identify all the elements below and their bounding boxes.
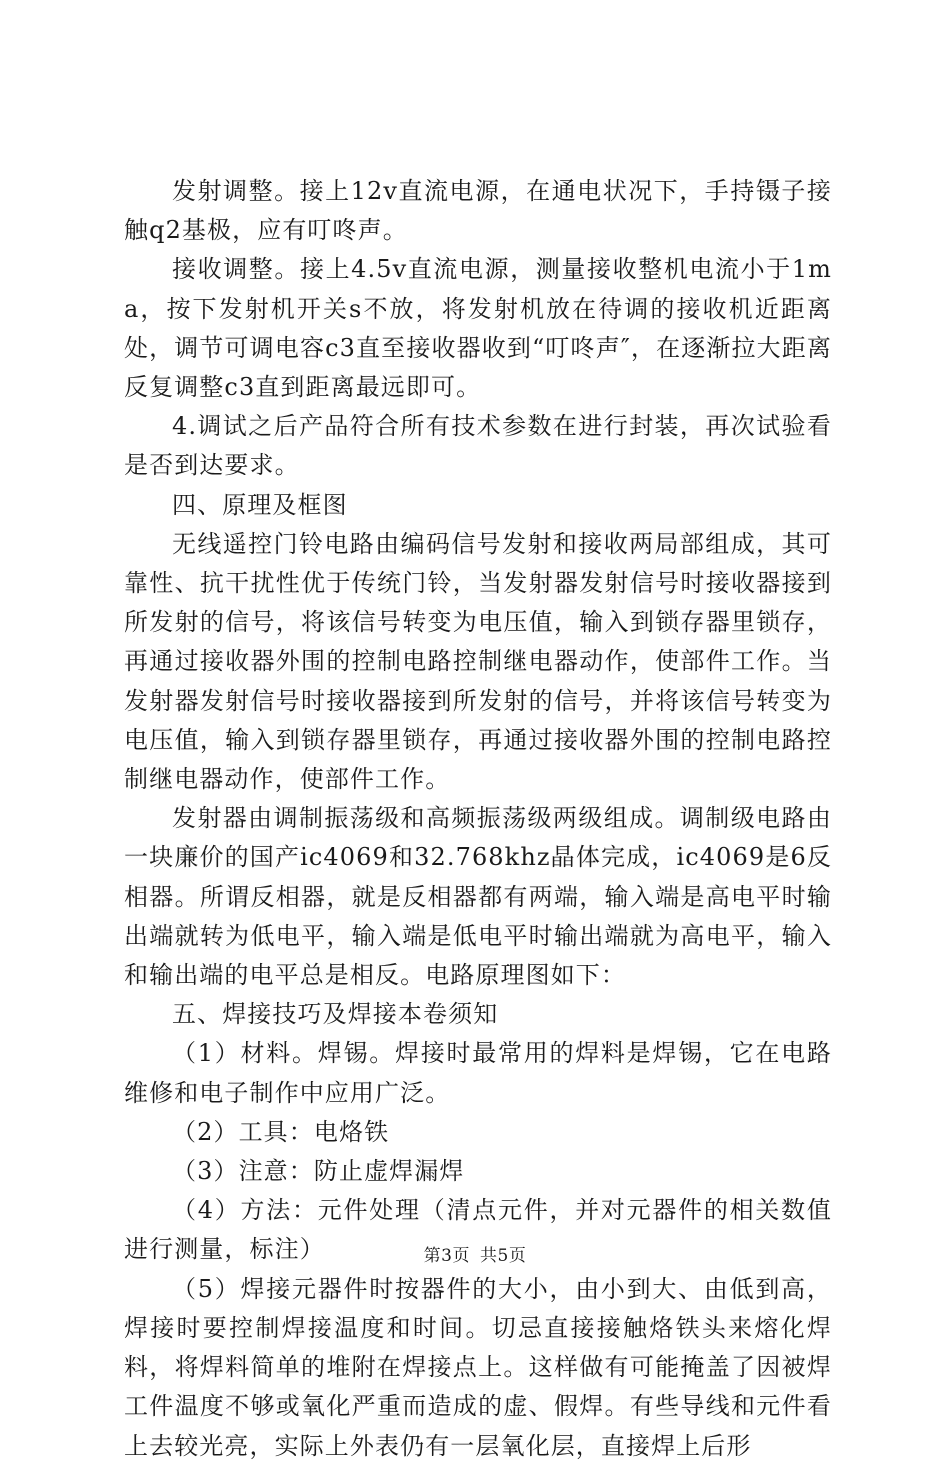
page-footer	[0, 1244, 950, 1268]
section-heading-soldering: 五、焊接技巧及焊接本卷须知	[172, 1000, 499, 1029]
list-item-tools: （2）工具：电烙铁	[172, 1117, 390, 1146]
list-item-materials: （1）材料。焊锡。焊接时最常用的焊料是焊锡，它在电路维修和电子制作中应用广泛。	[124, 1039, 832, 1107]
page-total: 共5页	[480, 1246, 527, 1266]
paragraph-transmitter: 发射器由调制振荡级和高频振荡级两级组成。调制级电路由一块廉价的国产ic4069和32.768khz晶体完成，ic4069是6反相器。所谓反相器，就是反相器都有两端，输入端是高电平时输出端就转为低电平，输入端是低电平时输出端就为高电平，输入和输出端的电平总是相反。电路原理图如下：	[124, 804, 832, 990]
paragraph-receive-adjust: 接收调整。接上4.5v直流电源，测量接收整机电流小于1ma，按下发射机开关s不放，将发射机放在待调的接收机近距离处，调节可调电容c3直至接收器收到“叮咚声″，在逐渐拉大距离反复调整c3直到距离最远即可。	[124, 255, 832, 402]
paragraph-transmit-adjust: 发射调整。接上12v直流电源，在通电状况下，手持镊子接触q2基极，应有叮咚声。	[124, 177, 832, 245]
section-heading-principle: 四、原理及框图	[172, 490, 348, 519]
list-item-procedure: （5）焊接元器件时按器件的大小，由小到大、由低到高，焊接时要控制焊接温度和时间。切忌直接接触烙铁头来熔化焊料，将焊料简单的堆附在焊接点上。这样做有可能掩盖了因被焊工件温度不够或氧化严重而造成的虚、假焊。有些导线和元件看上去较光亮，实际上外表仍有一层氧化层，直接焊上后形	[124, 1274, 832, 1460]
page-number: 第3页	[423, 1246, 470, 1266]
list-item-method: （4）方法：元件处理（清点元件，并对元器件的相关数值进行测量，标注）	[124, 1196, 832, 1264]
paragraph-step-4: 4.调试之后产品符合所有技术参数在进行封装，再次试验看是否到达要求。	[124, 412, 832, 480]
list-item-notes: （3）注意：防止虚焊漏焊	[172, 1157, 465, 1186]
paragraph-principle: 无线遥控门铃电路由编码信号发射和接收两局部组成，其可靠性、抗干扰性优于传统门铃，当发射器发射信号时接收器接到所发射的信号，将该信号转变为电压值，输入到锁存器里锁存，再通过接收器外围的控制电路控制继电器动作，使部件工作。当发射器发射信号时接收器接到所发射的信号，并将该信号转变为电压值，输入到锁存器里锁存，再通过接收器外围的控制电路控制继电器动作，使部件工作。	[124, 529, 832, 794]
document-body	[124, 172, 832, 1466]
